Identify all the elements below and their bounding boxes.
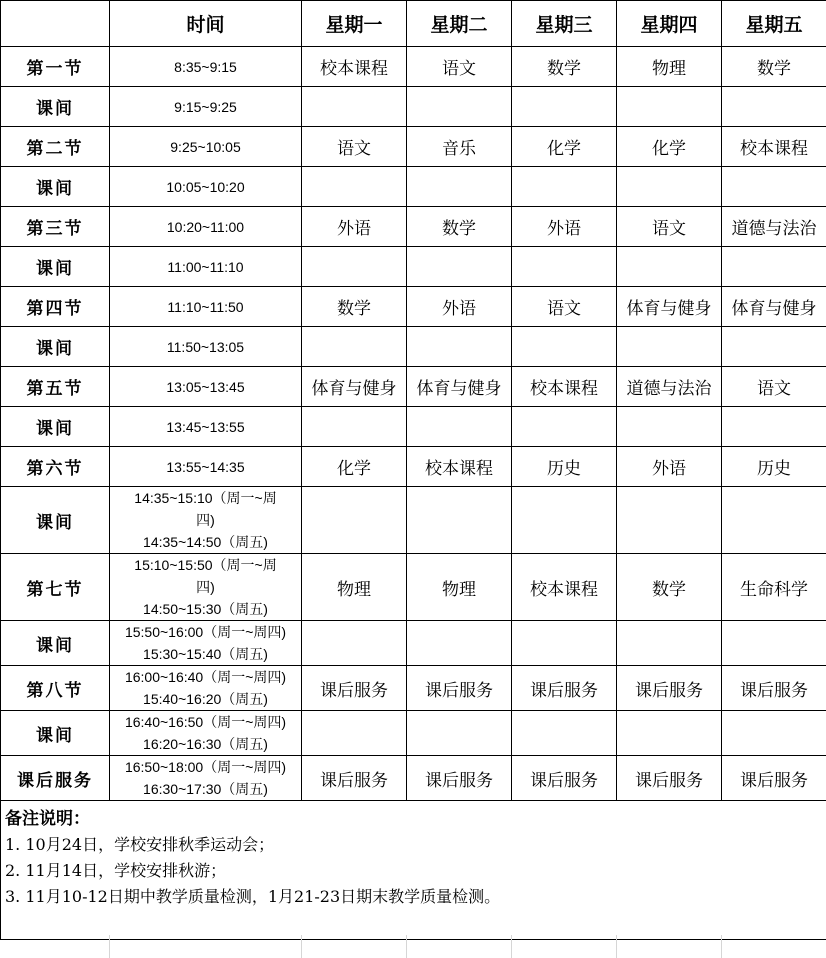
time-line: 13:05~13:45 [166,378,245,395]
time-cell [110,327,302,367]
class-cell: 外语 [407,287,512,327]
class-cell: 课后服务 [512,756,617,801]
class-cell [512,487,617,554]
time-line: 9:15~9:25 [174,98,237,115]
time-line: 11:00~11:10 [167,258,244,275]
time-line: 15:40~16:20（周五) [143,691,268,707]
class-cell: 物理 [407,554,512,621]
class-cell: 校本课程 [407,447,512,487]
class-cell: 语文 [512,287,617,327]
period-cell: 第一节 [1,47,110,87]
time-line: 11:50~13:05 [166,338,245,355]
period-cell: 课间 [1,167,110,207]
class-cell: 课后服务 [617,756,722,801]
class-cell [617,711,722,756]
time-cell [110,167,302,207]
time-cell [110,47,302,87]
class-cell: 体育与健身 [617,287,722,327]
class-cell: 数学 [512,47,617,87]
time-line: 16:20~16:30（周五) [143,736,268,752]
class-cell [512,711,617,756]
time-cell [110,711,302,756]
time-line: 14:35~14:50（周五) [143,534,268,550]
time-line: 四) [196,579,215,595]
class-cell [407,711,512,756]
time-cell [110,207,302,247]
class-cell [512,247,617,287]
time-line: 15:30~15:40（周五) [143,646,268,662]
class-cell: 课后服务 [722,756,826,801]
class-cell: 校本课程 [512,554,617,621]
class-cell [722,167,826,207]
time-cell [110,554,302,621]
class-cell: 物理 [617,47,722,87]
time-cell [110,247,302,287]
class-cell: 体育与健身 [407,367,512,407]
header-cell-friday: 星期五 [722,1,826,47]
class-cell [407,487,512,554]
table-row [1,207,826,247]
time-line: 16:00~16:40（周一~周四) [124,669,287,685]
table-row [1,407,826,447]
class-cell [407,407,512,447]
note-item: 1. 10月24日，学校安排秋季运动会； [5,835,275,854]
class-cell: 外语 [302,207,407,247]
table-row [1,327,826,367]
class-cell: 课后服务 [407,666,512,711]
class-cell [617,167,722,207]
notes-cell [1,801,826,940]
class-cell [512,87,617,127]
time-line: 14:35~15:10（周一~周 [134,490,277,506]
class-cell: 体育与健身 [722,287,826,327]
table-row [1,47,826,87]
class-cell: 道德与法治 [722,207,826,247]
class-cell: 数学 [617,554,722,621]
class-cell: 课后服务 [302,666,407,711]
time-line: 10:05~10:20 [166,178,245,195]
class-cell: 数学 [722,47,826,87]
time-line: 14:50~15:30（周五) [143,601,268,617]
time-cell [110,621,302,666]
period-cell: 课间 [1,87,110,127]
table-row [1,666,826,711]
note-item: 2. 11月14日，学校安排秋游； [5,861,227,880]
class-cell [407,247,512,287]
time-line: 四) [196,512,215,528]
time-line: 15:50~16:00（周一~周四) [124,624,287,640]
table-row [1,756,826,801]
time-line: 10:20~11:00 [166,218,245,235]
period-cell: 课后服务 [1,756,110,801]
class-cell: 课后服务 [512,666,617,711]
period-cell: 第七节 [1,554,110,621]
note-item: 3. 11月10-12日期中教学质量检测，1月21-23日期末教学质量检测。 [5,887,501,906]
class-cell [722,247,826,287]
header-cell-thursday: 星期四 [617,1,722,47]
class-cell: 物理 [302,554,407,621]
class-cell: 课后服务 [302,756,407,801]
class-cell: 校本课程 [302,47,407,87]
class-cell: 数学 [407,207,512,247]
time-line: 13:55~14:35 [166,458,245,475]
class-cell [512,621,617,666]
period-cell: 课间 [1,407,110,447]
class-cell [302,167,407,207]
class-cell [302,621,407,666]
table-row [1,621,826,666]
class-cell: 课后服务 [722,666,826,711]
table-row [1,367,826,407]
class-cell: 化学 [617,127,722,167]
empty-grid-row [0,935,826,958]
class-cell [302,407,407,447]
time-cell [110,367,302,407]
class-cell: 校本课程 [722,127,826,167]
period-cell: 第三节 [1,207,110,247]
class-cell [302,327,407,367]
class-cell [722,621,826,666]
time-line: 16:50~18:00（周一~周四) [124,759,287,775]
class-cell [617,487,722,554]
class-cell: 语文 [302,127,407,167]
class-cell: 化学 [302,447,407,487]
time-cell [110,127,302,167]
period-cell: 课间 [1,711,110,756]
class-cell [512,327,617,367]
class-cell: 语文 [722,367,826,407]
notes-row [1,801,826,940]
class-cell [302,711,407,756]
time-line: 13:45~13:55 [166,418,245,435]
class-cell [722,327,826,367]
class-cell [617,407,722,447]
time-cell [110,666,302,711]
class-cell [407,87,512,127]
table-row [1,554,826,621]
time-line: 8:35~9:15 [174,58,237,75]
class-cell: 外语 [512,207,617,247]
period-cell: 第二节 [1,127,110,167]
time-line: 15:10~15:50（周一~周 [134,557,277,573]
period-cell: 第四节 [1,287,110,327]
table-row [1,711,826,756]
header-cell-time: 时间 [110,1,302,47]
period-cell: 课间 [1,621,110,666]
class-cell: 课后服务 [407,756,512,801]
header-cell-monday: 星期一 [302,1,407,47]
table-row [1,487,826,554]
period-cell: 课间 [1,247,110,287]
time-cell [110,756,302,801]
table-row [1,447,826,487]
time-cell [110,407,302,447]
class-cell [722,87,826,127]
table-row [1,87,826,127]
class-cell: 体育与健身 [302,367,407,407]
class-cell: 校本课程 [512,367,617,407]
period-cell: 课间 [1,327,110,367]
table-row [1,287,826,327]
class-cell: 语文 [407,47,512,87]
header-row [1,1,826,47]
class-cell [617,327,722,367]
class-cell [617,87,722,127]
class-cell: 化学 [512,127,617,167]
class-cell: 历史 [512,447,617,487]
table-row [1,247,826,287]
time-cell [110,447,302,487]
class-cell [722,487,826,554]
notes-title: 备注说明： [5,809,90,829]
class-cell [722,407,826,447]
class-cell: 外语 [617,447,722,487]
class-cell [407,167,512,207]
class-cell: 生命科学 [722,554,826,621]
time-cell [110,487,302,554]
table-row [1,127,826,167]
header-cell-wednesday: 星期三 [512,1,617,47]
class-cell [302,487,407,554]
time-line: 9:25~10:05 [170,138,241,155]
time-line: 16:40~16:50（周一~周四) [124,714,287,730]
period-cell: 第六节 [1,447,110,487]
time-line: 11:10~11:50 [167,298,244,315]
header-cell-blank [1,1,110,47]
period-cell: 第五节 [1,367,110,407]
class-cell [617,621,722,666]
class-cell: 道德与法治 [617,367,722,407]
time-line: 16:30~17:30（周五) [143,781,268,797]
time-cell [110,87,302,127]
class-cell [302,247,407,287]
class-cell [722,711,826,756]
class-cell [407,327,512,367]
class-cell [302,87,407,127]
class-cell: 数学 [302,287,407,327]
period-cell: 第八节 [1,666,110,711]
period-cell: 课间 [1,487,110,554]
class-cell [512,167,617,207]
time-cell [110,287,302,327]
class-cell: 历史 [722,447,826,487]
class-cell: 语文 [617,207,722,247]
class-cell [512,407,617,447]
class-cell: 课后服务 [617,666,722,711]
class-cell [617,247,722,287]
table-row [1,167,826,207]
header-cell-tuesday: 星期二 [407,1,512,47]
class-cell [407,621,512,666]
class-cell: 音乐 [407,127,512,167]
